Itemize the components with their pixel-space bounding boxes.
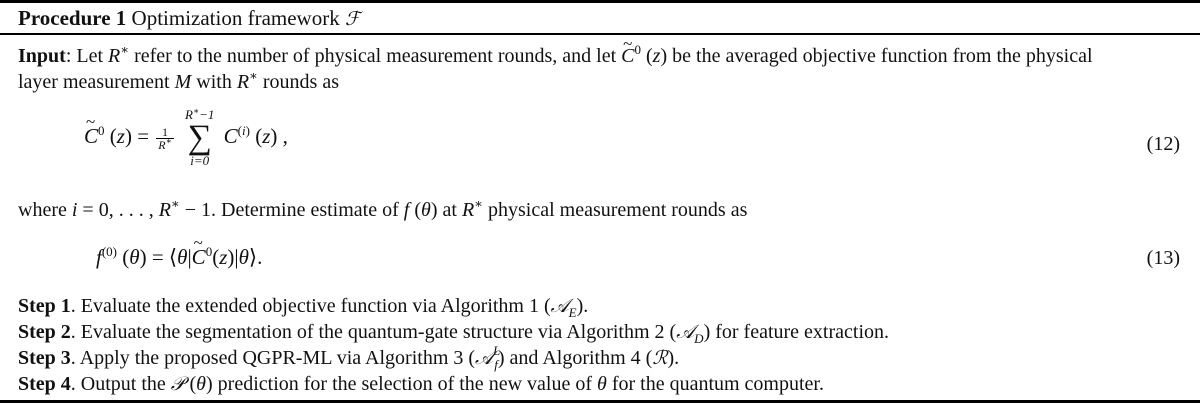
equation-13: $f^{(0)}$ (θ) = ⟨θ|~ $C^0(z)|\theta⟩$. (96, 245, 262, 270)
procedure-title: Optimization framework (131, 6, 340, 30)
input-line-1: Input: Let R∗ refer to the number of physical measurement rounds, and let ~ $C^0$ (z) be the averaged objective function from the physical (18, 44, 1093, 68)
bottom-rule (0, 400, 1200, 403)
top-rule (0, 0, 1200, 3)
procedure-symbol: ℱ (344, 8, 360, 30)
equation-13-number: (13) (1146, 247, 1180, 269)
step-1: Step 1. Evaluate the extended objective function via Algorithm 1 (𝒜$_E$). (18, 295, 589, 320)
procedure-header (18, 6, 360, 31)
where-line: where i = 0, . . . , R∗ − 1. Determine estimate of f (θ) at R∗ physical measurement rounds as (18, 196, 748, 221)
equation-12-number: (12) (1146, 133, 1180, 155)
step-4: Step 4. Output the 𝒫 (θ) prediction for the selection of the new value of θ for the quantum computer. (18, 373, 824, 395)
input-label: Input (18, 45, 66, 67)
header-rule (0, 33, 1200, 35)
procedure-label: Procedure 1 (18, 6, 127, 30)
equation-12: ~ $C^0$ (z) = $\frac{1}{R^∗}$ R∗−1 ∑ i=0 $C^{(i)}$ (z) , (84, 108, 288, 168)
input-line-2: layer measurement M with R∗ rounds as (18, 68, 339, 93)
step-2: Step 2. Evaluate the segmentation of the quantum-gate structure via Algorithm 2 (𝒜$_D$) for feature extraction. (18, 321, 890, 346)
step-3: Step 3. Apply the proposed QGPR-ML via Algorithm 3 (𝒜$^L_f$) and Algorithm 4 (ℛ). (18, 343, 680, 372)
